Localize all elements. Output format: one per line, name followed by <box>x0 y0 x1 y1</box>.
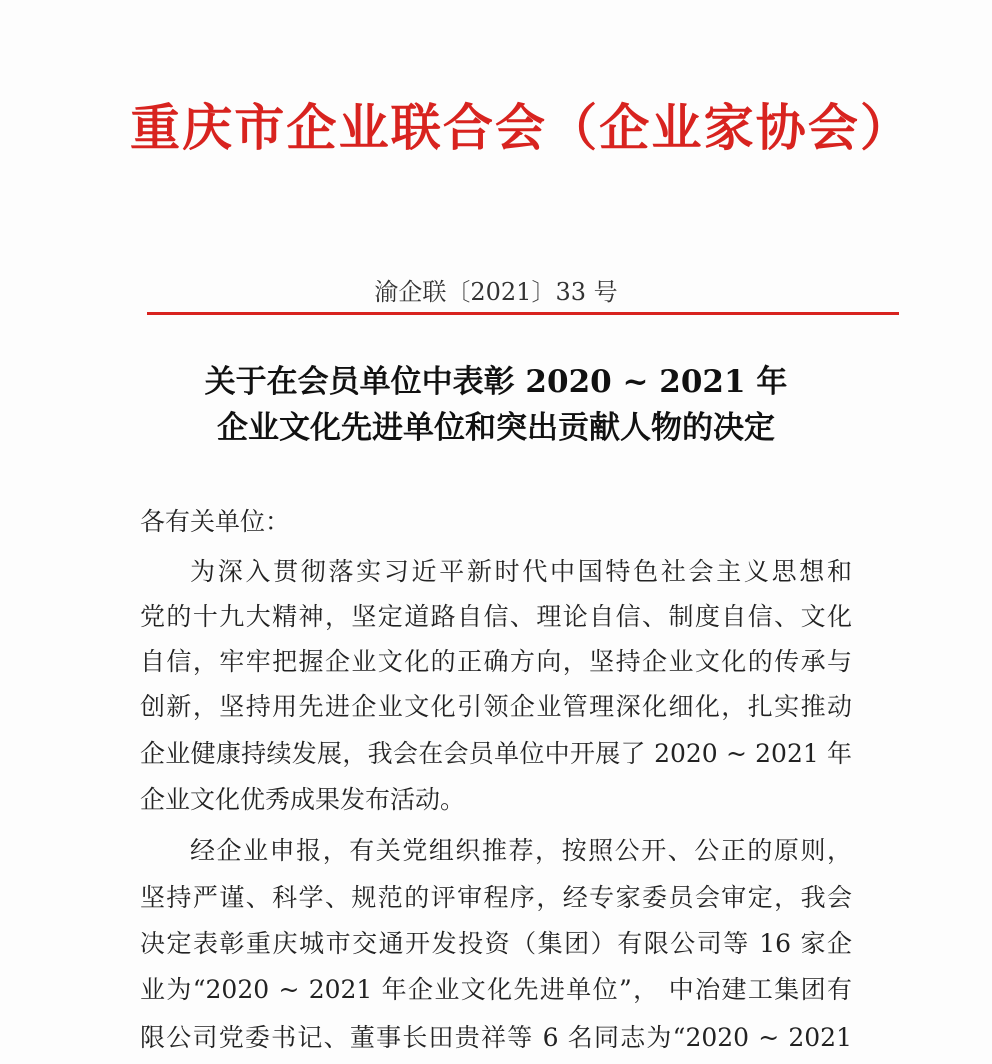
body-line: 坚持严谨、科学、规范的评审程序，经专家委员会审定，我会 <box>140 883 852 912</box>
document-title-line-2: 企业文化先进单位和突出贡献人物的决定 <box>217 410 775 446</box>
body-line: 决定表彰重庆城市交通开发投资（集团）有限公司等 16 家企 <box>140 929 852 958</box>
document-number: 渝企联〔2021〕33 号 <box>374 278 618 306</box>
salutation: 各有关单位： <box>140 507 291 536</box>
red-divider <box>147 312 899 315</box>
body-line: 限公司党委书记、董事长田贵祥等 6 名同志为“2020 ~ 2021 <box>140 1023 852 1052</box>
body-line: 党的十九大精神，坚定道路自信、理论自信、制度自信、文化 <box>140 602 852 631</box>
organization-header: 重庆市企业联合会（企业家协会） <box>130 98 910 157</box>
body-line: 业为“2020 ~ 2021 年企业文化先进单位”， 中冶建工集团有 <box>140 975 852 1004</box>
document-title-line-1: 关于在会员单位中表彰 2020 ~ 2021 年 <box>204 364 788 400</box>
body-line: 经企业申报，有关党组织推荐，按照公开、公正的原则， <box>190 836 852 865</box>
body-line: 自信，牢牢把握企业文化的正确方向，坚持企业文化的传承与 <box>140 647 852 676</box>
body-line: 企业健康持续发展，我会在会员单位中开展了 2020 ~ 2021 年 <box>140 739 852 768</box>
body-line: 创新，坚持用先进企业文化引领企业管理深化细化，扎实推动 <box>140 692 852 721</box>
body-line: 企业文化优秀成果发布活动。 <box>140 785 466 814</box>
body-line: 为深入贯彻落实习近平新时代中国特色社会主义思想和 <box>190 557 852 586</box>
